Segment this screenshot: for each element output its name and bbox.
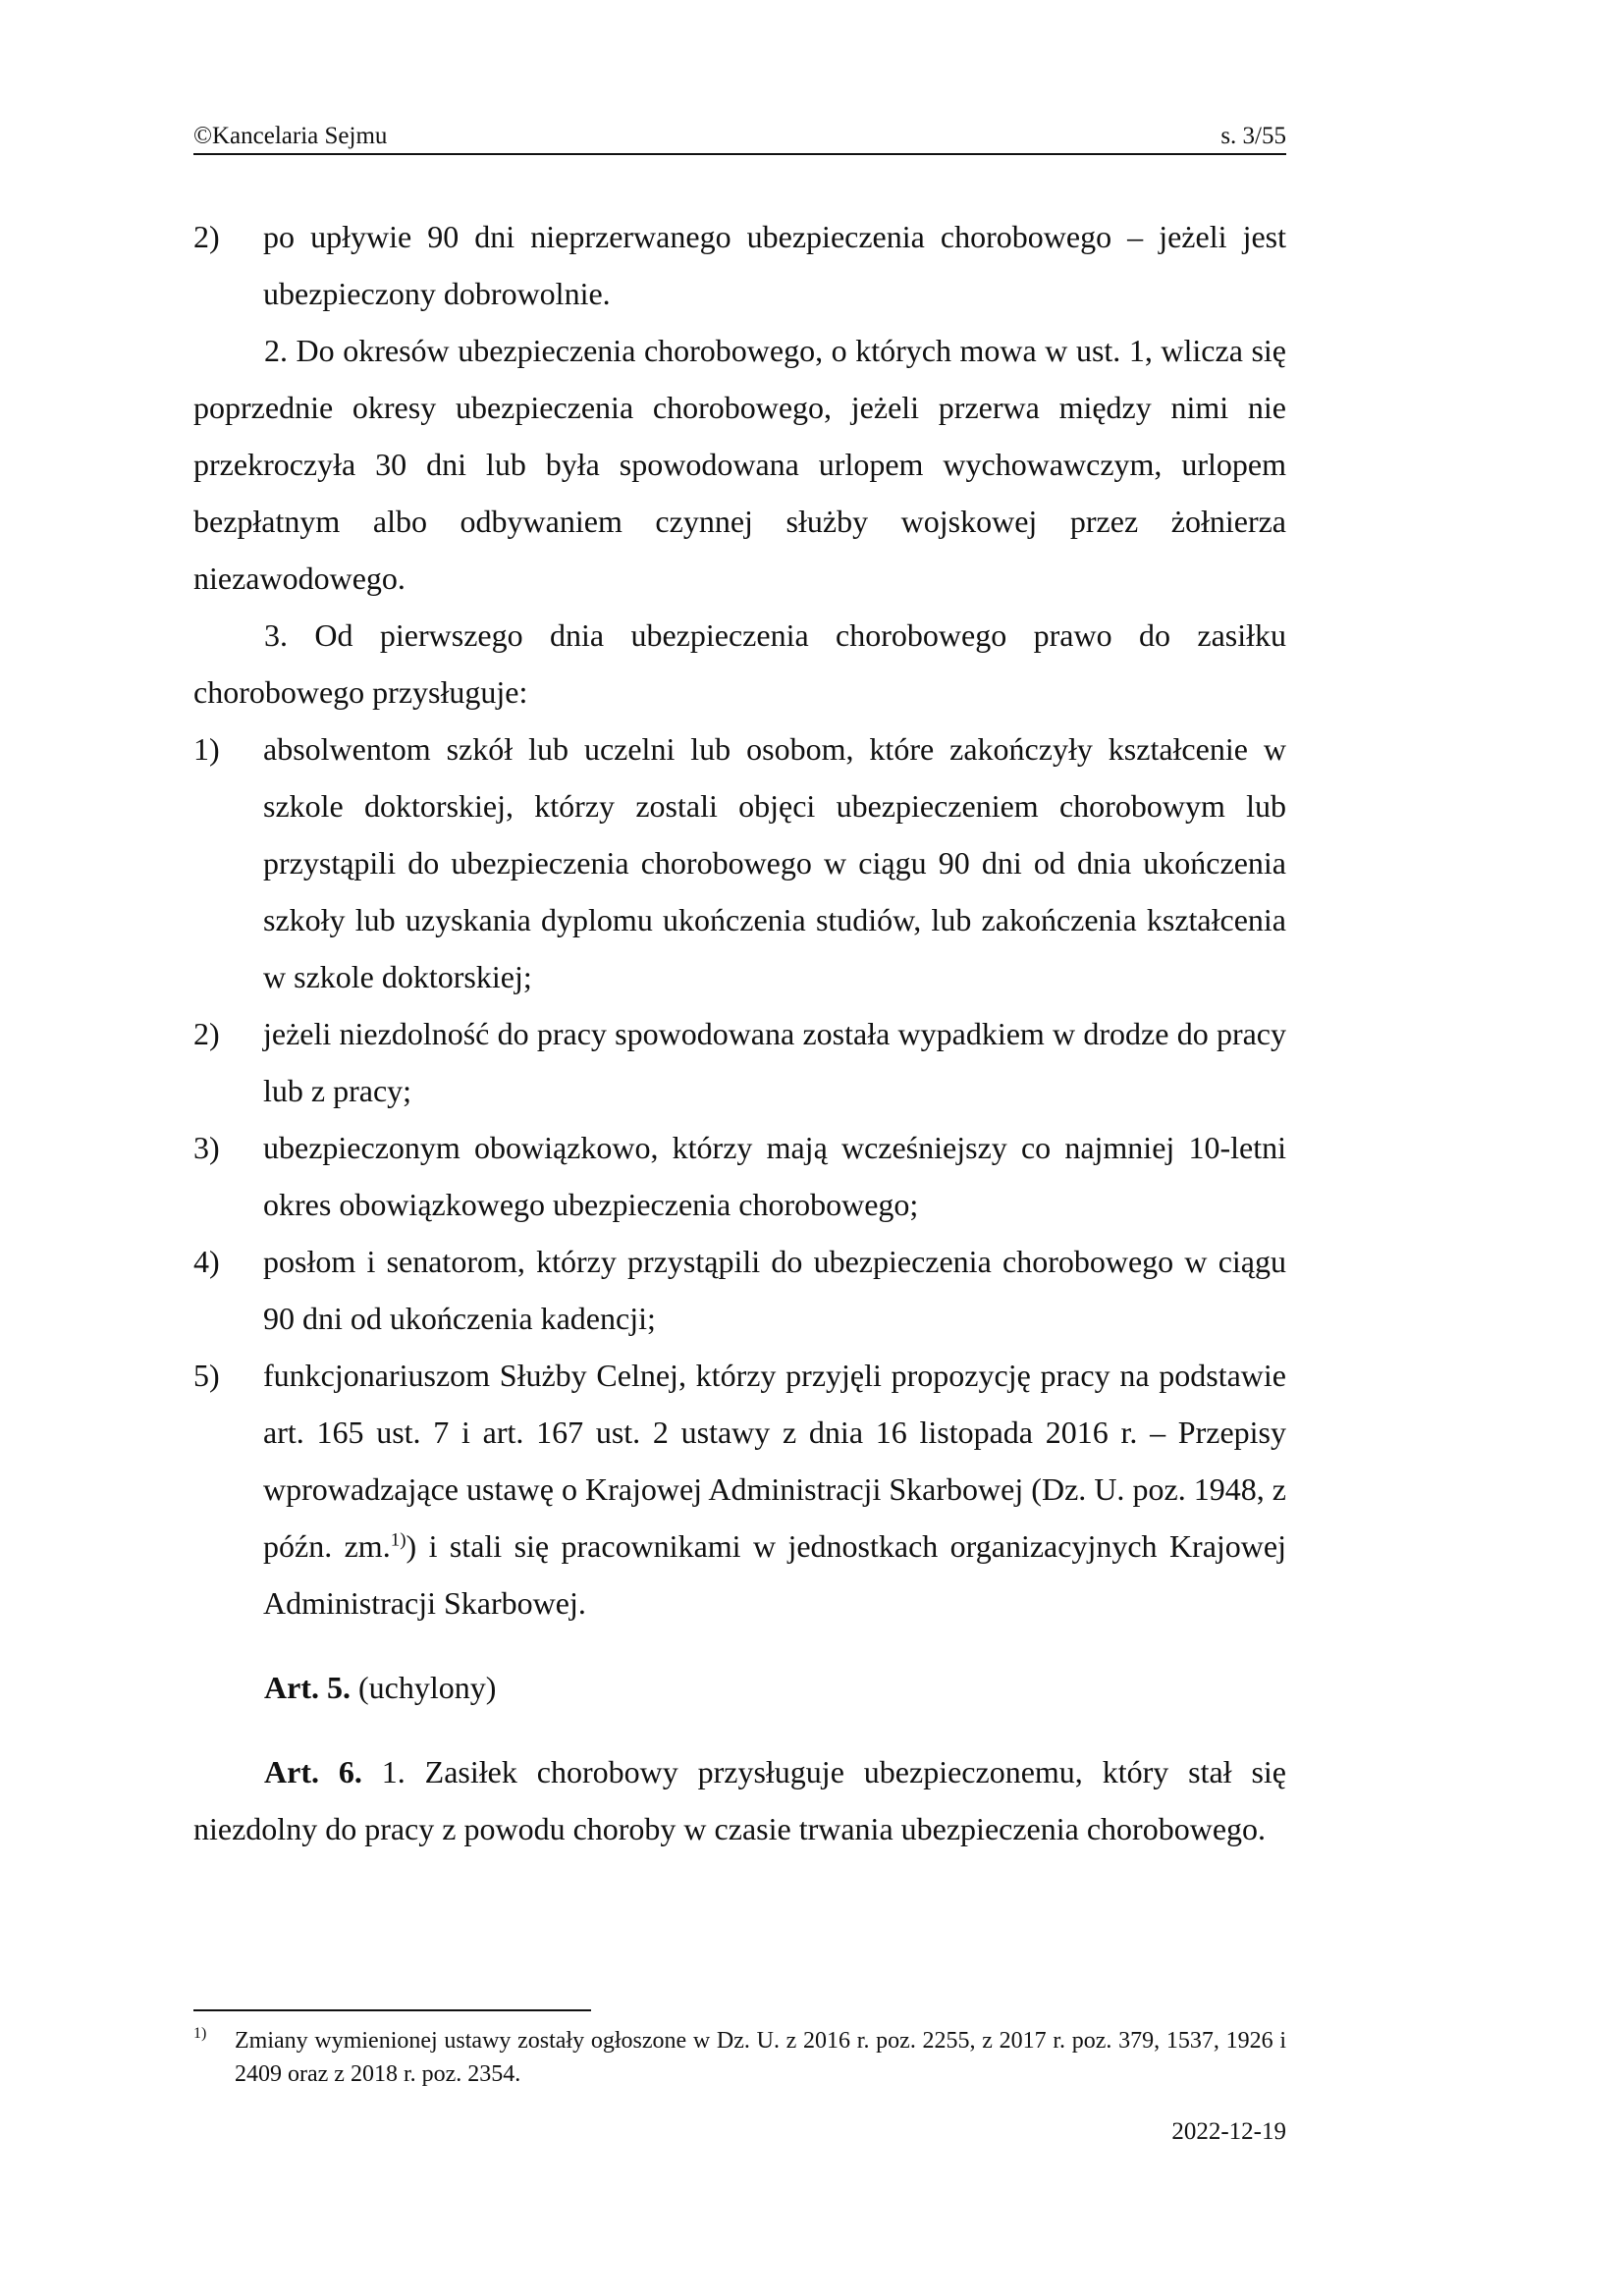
article-text: (uchylony) <box>350 1670 497 1705</box>
article-label: Art. 5. <box>264 1670 351 1705</box>
list-item-text-continued: ) i stali się pracownikami w jednostkach organizacyjnych Krajowej Administracji Skarbowej. <box>263 1528 1286 1621</box>
list-item-text: po upływie 90 dni nieprzerwanego ubezpieczenia chorobowego – jeżeli jest ubezpieczony dobrowolnie. <box>263 219 1286 311</box>
list-item-2 <box>193 1005 1286 1119</box>
list-item-number: 2) <box>193 1016 220 1051</box>
footnote-mark: 1) <box>193 2025 207 2042</box>
paragraph-2: 2. Do okresów ubezpieczenia chorobowego, o których mowa w ust. 1, wlicza się poprzednie okresy ubezpieczenia chorobowego, jeżeli przerwa między nimi nie przekroczyła 30 dni lub była spowodowana urlopem wychowawczym, urlopem bezpłatnym albo odbywaniem czynnej służby wojskowej przez żołnierza niezawodowego. <box>193 333 1286 596</box>
list-item-number: 1) <box>193 731 220 767</box>
list-item-4 <box>193 1233 1286 1347</box>
header-page-number: s. 3/55 <box>1220 123 1286 149</box>
list-item-text: absolwentom szkół lub uczelni lub osobom, które zakończyły kształcenie w szkole doktorskiej, którzy zostali objęci ubezpieczeniem chorobowym lub przystąpili do ubezpieczenia chorobowego w ciągu 90 dni od dnia ukończenia szkoły lub uzyskania dyplomu ukończenia studiów, lub zakończenia kształcenia w szkole doktorskiej; <box>263 731 1286 994</box>
document-date: 2022-12-19 <box>1171 2118 1286 2145</box>
list-item-number: 4) <box>193 1244 220 1279</box>
footnote-text: Zmiany wymienionej ustawy zostały ogłoszone w Dz. U. z 2016 r. poz. 2255, z 2017 r. poz. 379, 1537, 1926 i 2409 oraz z 2018 r. poz. 2354. <box>235 2028 1286 2087</box>
list-item-3 <box>193 1119 1286 1233</box>
footnote <box>193 2024 1286 2091</box>
list-item-1 <box>193 721 1286 1005</box>
article-6 <box>193 1743 1286 1857</box>
article-text: 1. Zasiłek chorobowy przysługuje ubezpieczonemu, który stał się niezdolny do pracy z powodu choroby w czasie trwania ubezpieczenia chorobowego. <box>193 1754 1287 1846</box>
list-item-top-2 <box>193 208 1286 322</box>
list-item-text: posłom i senatorom, którzy przystąpili do ubezpieczenia chorobowego w ciągu 90 dni od ukończenia kadencji; <box>263 1244 1286 1336</box>
list-item-text: funkcjonariuszom Służby Celnej, którzy przyjęli propozycję pracy na podstawie art. 165 ust. 7 i art. 167 ust. 2 ustawy z dnia 16 listopada 2016 r. – Przepisy wprowadzające ustawę o Krajowej Administracji Skarbowej (Dz. U. poz. 1948, z późn. zm. <box>263 1358 1286 1564</box>
list-item-number: 3) <box>193 1130 220 1165</box>
header-publisher: ©Kancelaria Sejmu <box>193 123 388 149</box>
list-item-text: ubezpieczonym obowiązkowo, którzy mają wcześniejszy co najmniej 10-letni okres obowiązkowego ubezpieczenia chorobowego; <box>263 1130 1286 1222</box>
article-label: Art. 6. <box>264 1754 362 1789</box>
page-header <box>193 122 1286 155</box>
paragraph-3: 3. Od pierwszego dnia ubezpieczenia chorobowego prawo do zasiłku chorobowego przysługuje: <box>193 617 1286 710</box>
footnote-reference: 1) <box>390 1529 406 1551</box>
list-item-text: jeżeli niezdolność do pracy spowodowana została wypadkiem w drodze do pracy lub z pracy; <box>263 1016 1286 1108</box>
list-item-number: 2) <box>193 219 220 254</box>
article-5 <box>193 1659 1286 1716</box>
list-item-number: 5) <box>193 1358 220 1393</box>
list-item-5 <box>193 1347 1286 1631</box>
document-body <box>193 208 1286 1857</box>
footnote-separator <box>193 2009 591 2011</box>
